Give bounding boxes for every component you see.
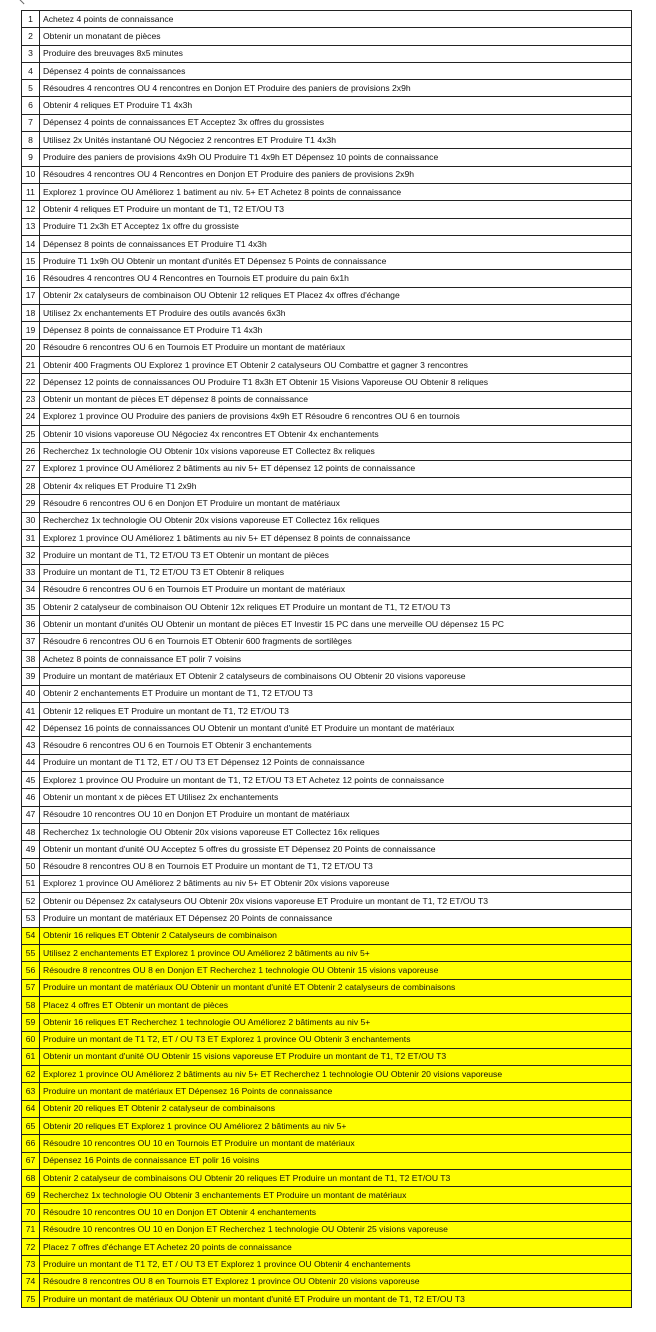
table-row bbox=[22, 218, 632, 235]
objective-text-cell[interactable]: Produire un montant de matériaux OU Obtenir un montant d'unité ET Produire un montant de T1, T2 ET/OU T3 bbox=[40, 1290, 632, 1307]
table-row bbox=[22, 28, 632, 45]
row-number-cell[interactable]: 61 bbox=[22, 1048, 40, 1065]
table-row bbox=[22, 1273, 632, 1290]
row-number-cell[interactable]: 8 bbox=[22, 132, 40, 149]
table-row bbox=[22, 789, 632, 806]
table-row bbox=[22, 97, 632, 114]
objective-text-cell[interactable]: Résoudres 4 rencontres OU 4 Rencontres en Tournois ET produire du pain 6x1h bbox=[40, 270, 632, 287]
objective-text-cell[interactable]: Produire T1 2x3h ET Acceptez 1x offre du grossiste bbox=[40, 218, 632, 235]
quest-table bbox=[21, 10, 632, 1308]
row-number-cell[interactable]: 54 bbox=[22, 927, 40, 944]
table-row bbox=[22, 633, 632, 650]
objective-text-cell[interactable]: Obtenir 2 enchantements ET Produire un montant de T1, T2 ET/OU T3 bbox=[40, 685, 632, 702]
table-row bbox=[22, 1083, 632, 1100]
table-row bbox=[22, 391, 632, 408]
row-number-cell[interactable]: 16 bbox=[22, 270, 40, 287]
objective-text-cell[interactable]: Résoudre 10 rencontres OU 10 en Donjon ET Recherchez 1 technologie OU Obtenir 25 visions vaporeuse bbox=[40, 1221, 632, 1238]
table-row bbox=[22, 702, 632, 719]
table-row bbox=[22, 512, 632, 529]
objective-text-cell[interactable]: Résoudre 8 rencontres OU 8 en Tournois ET Produire un montant de T1, T2 ET/OU T3 bbox=[40, 858, 632, 875]
objective-text-cell[interactable]: Produire un montant de T1, T2 ET/OU T3 ET Obtenir 8 reliques bbox=[40, 564, 632, 581]
table-row bbox=[22, 322, 632, 339]
table-row bbox=[22, 979, 632, 996]
row-number-cell[interactable]: 9 bbox=[22, 149, 40, 166]
row-number-cell[interactable]: 65 bbox=[22, 1118, 40, 1135]
objective-text-cell[interactable]: Obtenir un montant x de pièces ET Utilisez 2x enchantements bbox=[40, 789, 632, 806]
row-number-cell[interactable]: 19 bbox=[22, 322, 40, 339]
objective-text-cell[interactable]: Obtenir 20 reliques ET Obtenir 2 catalyseur de combinaisons bbox=[40, 1100, 632, 1117]
objective-text-cell[interactable]: Explorez 1 province OU Améliorez 2 bâtiments au niv 5+ ET dépensez 12 points de connaissance bbox=[40, 460, 632, 477]
table-row bbox=[22, 495, 632, 512]
objective-text-cell[interactable]: Dépensez 8 points de connaissances ET Produire T1 4x3h bbox=[40, 235, 632, 252]
row-number-cell[interactable]: 62 bbox=[22, 1066, 40, 1083]
row-number-cell[interactable]: 20 bbox=[22, 339, 40, 356]
row-number-cell[interactable]: 13 bbox=[22, 218, 40, 235]
objective-text-cell[interactable]: Produire un montant de T1 T2, ET / OU T3 ET Explorez 1 province OU Obtenir 4 enchantements bbox=[40, 1256, 632, 1273]
row-number-cell[interactable]: 42 bbox=[22, 720, 40, 737]
objective-text-cell[interactable]: Produire un montant de matériaux ET Obtenir 2 catalyseurs de combinaisons OU Obtenir 20 visions vaporeuse bbox=[40, 668, 632, 685]
table-row bbox=[22, 650, 632, 667]
table-row bbox=[22, 287, 632, 304]
objective-text-cell[interactable]: Dépensez 16 points de connaissances OU Obtenir un montant d'unité ET Produire un montant de matériaux bbox=[40, 720, 632, 737]
row-number-cell[interactable]: 48 bbox=[22, 823, 40, 840]
row-number-cell[interactable]: 2 bbox=[22, 28, 40, 45]
objective-text-cell[interactable]: Recherchez 1x technologie OU Obtenir 3 enchantements ET Produire un montant de matériaux bbox=[40, 1187, 632, 1204]
table-row bbox=[22, 305, 632, 322]
table-row bbox=[22, 11, 632, 28]
objective-text-cell[interactable]: Résoudre 6 rencontres OU 6 en Tournois ET Produire un montant de matériaux bbox=[40, 339, 632, 356]
objective-text-cell[interactable]: Produire un montant de matériaux ET Dépensez 16 Points de connaissance bbox=[40, 1083, 632, 1100]
objective-text-cell[interactable]: Explorez 1 province OU Améliorez 2 bâtiments au niv 5+ ET Obtenir 20x visions vaporeuse bbox=[40, 875, 632, 892]
objective-text-cell[interactable]: Utilisez 2x enchantements ET Produire des outils avancés 6x3h bbox=[40, 305, 632, 322]
table-row bbox=[22, 62, 632, 79]
row-number-cell[interactable]: 57 bbox=[22, 979, 40, 996]
table-row bbox=[22, 685, 632, 702]
table-row bbox=[22, 529, 632, 546]
row-number-cell[interactable]: 63 bbox=[22, 1083, 40, 1100]
objective-text-cell[interactable]: Produire un montant de T1 T2, ET / OU T3 ET Dépensez 12 Points de connaissance bbox=[40, 754, 632, 771]
table-row bbox=[22, 996, 632, 1013]
objective-text-cell[interactable]: Obtenir 2x catalyseurs de combinaison OU Obtenir 12 reliques ET Placez 4x offres d'échange bbox=[40, 287, 632, 304]
corner-marker bbox=[12, 0, 24, 10]
objective-text-cell[interactable]: Utilisez 2 enchantements ET Explorez 1 province OU Améliorez 2 bâtiments au niv 5+ bbox=[40, 945, 632, 962]
objective-text-cell[interactable]: Obtenir 400 Fragments OU Explorez 1 province ET Obtenir 2 catalyseurs OU Combattre et gagner 3 rencontres bbox=[40, 356, 632, 373]
objective-text-cell[interactable]: Produire des breuvages 8x5 minutes bbox=[40, 45, 632, 62]
row-number-cell[interactable]: 3 bbox=[22, 45, 40, 62]
table-row bbox=[22, 270, 632, 287]
table-row bbox=[22, 616, 632, 633]
objective-text-cell[interactable]: Explorez 1 province OU Produire des paniers de provisions 4x9h ET Résoudre 6 rencontres OU 6 en tournois bbox=[40, 408, 632, 425]
row-number-cell[interactable]: 35 bbox=[22, 599, 40, 616]
row-number-cell[interactable]: 36 bbox=[22, 616, 40, 633]
row-number-cell[interactable]: 46 bbox=[22, 789, 40, 806]
row-number-cell[interactable]: 52 bbox=[22, 893, 40, 910]
objective-text-cell[interactable]: Résoudre 6 rencontres OU 6 en Tournois ET Produire un montant de matériaux bbox=[40, 581, 632, 598]
objective-text-cell[interactable]: Obtenir un montant d'unité OU Acceptez 5 offres du grossiste ET Dépensez 20 Points de connaissance bbox=[40, 841, 632, 858]
table-row bbox=[22, 45, 632, 62]
objective-text-cell[interactable]: Produire un montant de matériaux OU Obtenir un montant d'unité ET Obtenir 2 catalyseurs de combinaisons bbox=[40, 979, 632, 996]
objective-text-cell[interactable]: Obtenir 16 reliques ET Obtenir 2 Catalyseurs de combinaison bbox=[40, 927, 632, 944]
row-number-cell[interactable]: 14 bbox=[22, 235, 40, 252]
table-row bbox=[22, 1239, 632, 1256]
table-row bbox=[22, 841, 632, 858]
objective-text-cell[interactable]: Obtenir 4 reliques ET Produire un montant de T1, T2 ET/OU T3 bbox=[40, 201, 632, 218]
table-row bbox=[22, 754, 632, 771]
table-row bbox=[22, 927, 632, 944]
objective-text-cell[interactable]: Dépensez 4 points de connaissances ET Acceptez 3x offres du grossistes bbox=[40, 114, 632, 131]
row-number-cell[interactable]: 68 bbox=[22, 1169, 40, 1186]
table-row bbox=[22, 1100, 632, 1117]
row-number-cell[interactable]: 67 bbox=[22, 1152, 40, 1169]
objective-text-cell[interactable]: Obtenir 2 catalyseur de combinaisons OU Obtenir 20 reliques ET Produire un montant de T1, T2 ET/OU T3 bbox=[40, 1169, 632, 1186]
row-number-cell[interactable]: 60 bbox=[22, 1031, 40, 1048]
row-number-cell[interactable]: 12 bbox=[22, 201, 40, 218]
objective-text-cell[interactable]: Obtenir 20 reliques ET Explorez 1 province OU Améliorez 2 bâtiments au niv 5+ bbox=[40, 1118, 632, 1135]
objective-text-cell[interactable]: Dépensez 12 points de connaissances OU Produire T1 8x3h ET Obtenir 15 Visions Vaporeuse OU Obtenir 8 reliques bbox=[40, 374, 632, 391]
row-number-cell[interactable]: 74 bbox=[22, 1273, 40, 1290]
table-row bbox=[22, 962, 632, 979]
objective-text-cell[interactable]: Obtenir 16 reliques ET Recherchez 1 technologie OU Améliorez 2 bâtiments au niv 5+ bbox=[40, 1014, 632, 1031]
table-row bbox=[22, 547, 632, 564]
table-row bbox=[22, 183, 632, 200]
objective-text-cell[interactable]: Dépensez 8 points de connaissance ET Produire T1 4x3h bbox=[40, 322, 632, 339]
row-number-cell[interactable]: 4 bbox=[22, 62, 40, 79]
objective-text-cell[interactable]: Recherchez 1x technologie OU Obtenir 10x visions vaporeuse ET Collectez 8x reliques bbox=[40, 443, 632, 460]
row-number-cell[interactable]: 1 bbox=[22, 11, 40, 28]
row-number-cell[interactable]: 49 bbox=[22, 841, 40, 858]
objective-text-cell[interactable]: Résoudre 8 rencontres OU 8 en Donjon ET Recherchez 1 technologie OU Obtenir 15 visions vaporeuse bbox=[40, 962, 632, 979]
row-number-cell[interactable]: 45 bbox=[22, 772, 40, 789]
objective-text-cell[interactable]: Obtenir 4 reliques ET Produire T1 4x3h bbox=[40, 97, 632, 114]
objective-text-cell[interactable]: Obtenir 10 visions vaporeuse OU Négociez 4x rencontres ET Obtenir 4x enchantements bbox=[40, 426, 632, 443]
quest-table-body bbox=[22, 11, 632, 1308]
objective-text-cell[interactable]: Résoudre 10 rencontres OU 10 en Donjon ET Produire un montant de matériaux bbox=[40, 806, 632, 823]
table-row bbox=[22, 1031, 632, 1048]
table-row bbox=[22, 720, 632, 737]
table-row bbox=[22, 581, 632, 598]
row-number-cell[interactable]: 34 bbox=[22, 581, 40, 598]
table-row bbox=[22, 1187, 632, 1204]
row-number-cell[interactable]: 39 bbox=[22, 668, 40, 685]
row-number-cell[interactable]: 55 bbox=[22, 945, 40, 962]
table-row bbox=[22, 1118, 632, 1135]
table-row bbox=[22, 80, 632, 97]
row-number-cell[interactable]: 28 bbox=[22, 478, 40, 495]
objective-text-cell[interactable]: Obtenir 4x reliques ET Produire T1 2x9h bbox=[40, 478, 632, 495]
table-row bbox=[22, 806, 632, 823]
objective-text-cell[interactable]: Explorez 1 province OU Produire un montant de T1, T2 ET/OU T3 ET Achetez 12 points de connaissance bbox=[40, 772, 632, 789]
objective-text-cell[interactable]: Résoudre 8 rencontres OU 8 en Tournois ET Explorez 1 province OU Obtenir 20 visions vaporeuse bbox=[40, 1273, 632, 1290]
table-row bbox=[22, 1169, 632, 1186]
row-number-cell[interactable]: 21 bbox=[22, 356, 40, 373]
objective-text-cell[interactable]: Recherchez 1x technologie OU Obtenir 20x visions vaporeuse ET Collectez 16x reliques bbox=[40, 512, 632, 529]
objective-text-cell[interactable]: Obtenir un montant d'unités OU Obtenir un montant de pièces ET Investir 15 PC dans une merveille OU dépensez 15 PC bbox=[40, 616, 632, 633]
row-number-cell[interactable]: 58 bbox=[22, 996, 40, 1013]
row-number-cell[interactable]: 26 bbox=[22, 443, 40, 460]
table-row bbox=[22, 339, 632, 356]
objective-text-cell[interactable]: Produire un montant de T1, T2 ET/OU T3 ET Obtenir un montant de pièces bbox=[40, 547, 632, 564]
row-number-cell[interactable]: 24 bbox=[22, 408, 40, 425]
table-row bbox=[22, 564, 632, 581]
table-row bbox=[22, 1221, 632, 1238]
objective-text-cell[interactable]: Recherchez 1x technologie OU Obtenir 20x visions vaporeuse ET Collectez 16x reliques bbox=[40, 823, 632, 840]
table-row bbox=[22, 443, 632, 460]
row-number-cell[interactable]: 56 bbox=[22, 962, 40, 979]
objective-text-cell[interactable]: Dépensez 16 Points de connaissance ET polir 16 voisins bbox=[40, 1152, 632, 1169]
table-row bbox=[22, 1256, 632, 1273]
row-number-cell[interactable]: 18 bbox=[22, 305, 40, 322]
objective-text-cell[interactable]: Obtenir 12 reliques ET Produire un montant de T1, T2 ET/OU T3 bbox=[40, 702, 632, 719]
row-number-cell[interactable]: 32 bbox=[22, 547, 40, 564]
row-number-cell[interactable]: 72 bbox=[22, 1239, 40, 1256]
objective-text-cell[interactable]: Résoudre 6 rencontres OU 6 en Donjon ET Produire un montant de matériaux bbox=[40, 495, 632, 512]
objective-text-cell[interactable]: Obtenir un montant d'unité OU Obtenir 15 visions vaporeuse ET Produire un montant de T1, T2 ET/OU T3 bbox=[40, 1048, 632, 1065]
objective-text-cell[interactable]: Placez 7 offres d'échange ET Achetez 20 points de connaissance bbox=[40, 1239, 632, 1256]
objective-text-cell[interactable]: Obtenir 2 catalyseur de combinaison OU Obtenir 12x reliques ET Produire un montant de T1, T2 ET/OU T3 bbox=[40, 599, 632, 616]
table-row bbox=[22, 149, 632, 166]
row-number-cell[interactable]: 53 bbox=[22, 910, 40, 927]
objective-text-cell[interactable]: Dépensez 4 points de connaissances bbox=[40, 62, 632, 79]
row-number-cell[interactable]: 23 bbox=[22, 391, 40, 408]
row-number-cell[interactable]: 25 bbox=[22, 426, 40, 443]
table-row bbox=[22, 910, 632, 927]
row-number-cell[interactable]: 11 bbox=[22, 183, 40, 200]
row-number-cell[interactable]: 70 bbox=[22, 1204, 40, 1221]
objective-text-cell[interactable]: Résoudres 4 rencontres OU 4 Rencontres en Donjon ET Produire des paniers de provisions 2x9h bbox=[40, 166, 632, 183]
table-row bbox=[22, 253, 632, 270]
objective-text-cell[interactable]: Explorez 1 province OU Améliorez 1 batiment au niv. 5+ ET Achetez 8 points de connaissance bbox=[40, 183, 632, 200]
row-number-cell[interactable]: 66 bbox=[22, 1135, 40, 1152]
objective-text-cell[interactable]: Obtenir un monatant de pièces bbox=[40, 28, 632, 45]
row-number-cell[interactable]: 7 bbox=[22, 114, 40, 131]
table-row bbox=[22, 1152, 632, 1169]
objective-text-cell[interactable]: Résoudre 6 rencontres OU 6 en Tournois ET Obtenir 600 fragments de sortilèges bbox=[40, 633, 632, 650]
row-number-cell[interactable]: 38 bbox=[22, 650, 40, 667]
objective-text-cell[interactable]: Explorez 1 province OU Améliorez 2 bâtiments au niv 5+ ET Recherchez 1 technologie OU Obtenir 20 visions vaporeuse bbox=[40, 1066, 632, 1083]
row-number-cell[interactable]: 15 bbox=[22, 253, 40, 270]
table-row bbox=[22, 893, 632, 910]
table-row bbox=[22, 408, 632, 425]
table-row bbox=[22, 1066, 632, 1083]
table-row bbox=[22, 858, 632, 875]
row-number-cell[interactable]: 50 bbox=[22, 858, 40, 875]
row-number-cell[interactable]: 33 bbox=[22, 564, 40, 581]
table-row bbox=[22, 478, 632, 495]
row-number-cell[interactable]: 10 bbox=[22, 166, 40, 183]
row-number-cell[interactable]: 6 bbox=[22, 97, 40, 114]
row-number-cell[interactable]: 75 bbox=[22, 1290, 40, 1307]
table-row bbox=[22, 772, 632, 789]
row-number-cell[interactable]: 27 bbox=[22, 460, 40, 477]
objective-text-cell[interactable]: Résoudres 4 rencontres OU 4 rencontres en Donjon ET Produire des paniers de provisions 2x9h bbox=[40, 80, 632, 97]
table-row bbox=[22, 201, 632, 218]
row-number-cell[interactable]: 71 bbox=[22, 1221, 40, 1238]
objective-text-cell[interactable]: Obtenir ou Dépensez 2x catalyseurs OU Obtenir 20x visions vaporeuse ET Produire un montant de T1, T2 ET/OU T3 bbox=[40, 893, 632, 910]
row-number-cell[interactable]: 29 bbox=[22, 495, 40, 512]
table-row bbox=[22, 737, 632, 754]
row-number-cell[interactable]: 59 bbox=[22, 1014, 40, 1031]
objective-text-cell[interactable]: Produire T1 1x9h OU Obtenir un montant d'unités ET Dépensez 5 Points de connaissance bbox=[40, 253, 632, 270]
table-row bbox=[22, 356, 632, 373]
objective-text-cell[interactable]: Produire un montant de matériaux ET Dépensez 20 Points de connaissance bbox=[40, 910, 632, 927]
objective-text-cell[interactable]: Achetez 8 points de connaissance ET polir 7 voisins bbox=[40, 650, 632, 667]
row-number-cell[interactable]: 69 bbox=[22, 1187, 40, 1204]
table-row bbox=[22, 374, 632, 391]
objective-text-cell[interactable]: Achetez 4 points de connaissance bbox=[40, 11, 632, 28]
row-number-cell[interactable]: 22 bbox=[22, 374, 40, 391]
table-row bbox=[22, 114, 632, 131]
table-row bbox=[22, 875, 632, 892]
objective-text-cell[interactable]: Résoudre 10 rencontres OU 10 en Tournois ET Produire un montant de matériaux bbox=[40, 1135, 632, 1152]
table-row bbox=[22, 668, 632, 685]
objective-text-cell[interactable]: Obtenir un montant de pièces ET dépensez 8 points de connaissance bbox=[40, 391, 632, 408]
row-number-cell[interactable]: 30 bbox=[22, 512, 40, 529]
row-number-cell[interactable]: 44 bbox=[22, 754, 40, 771]
table-row bbox=[22, 460, 632, 477]
objective-text-cell[interactable]: Utilisez 2x Unités instantané OU Négociez 2 rencontres ET Produire T1 4x3h bbox=[40, 132, 632, 149]
objective-text-cell[interactable]: Produire un montant de T1 T2, ET / OU T3 ET Explorez 1 province OU Obtenir 3 enchantements bbox=[40, 1031, 632, 1048]
table-row bbox=[22, 1048, 632, 1065]
row-number-cell[interactable]: 51 bbox=[22, 875, 40, 892]
objective-text-cell[interactable]: Produire des paniers de provisions 4x9h OU Produire T1 4x9h ET Dépensez 10 points de connaissance bbox=[40, 149, 632, 166]
row-number-cell[interactable]: 5 bbox=[22, 80, 40, 97]
table-row bbox=[22, 945, 632, 962]
row-number-cell[interactable]: 37 bbox=[22, 633, 40, 650]
table-row bbox=[22, 426, 632, 443]
table-row bbox=[22, 599, 632, 616]
table-row bbox=[22, 1014, 632, 1031]
table-row bbox=[22, 166, 632, 183]
table-row bbox=[22, 1204, 632, 1221]
row-number-cell[interactable]: 40 bbox=[22, 685, 40, 702]
row-number-cell[interactable]: 47 bbox=[22, 806, 40, 823]
row-number-cell[interactable]: 64 bbox=[22, 1100, 40, 1117]
table-row bbox=[22, 235, 632, 252]
table-row bbox=[22, 823, 632, 840]
table-row bbox=[22, 132, 632, 149]
row-number-cell[interactable]: 31 bbox=[22, 529, 40, 546]
objective-text-cell[interactable]: Explorez 1 province OU Améliorez 1 bâtiments au niv 5+ ET dépensez 8 points de connaissance bbox=[40, 529, 632, 546]
objective-text-cell[interactable]: Placez 4 offres ET Obtenir un montant de pièces bbox=[40, 996, 632, 1013]
table-row bbox=[22, 1290, 632, 1307]
row-number-cell[interactable]: 41 bbox=[22, 702, 40, 719]
row-number-cell[interactable]: 73 bbox=[22, 1256, 40, 1273]
objective-text-cell[interactable]: Résoudre 6 rencontres OU 6 en Tournois ET Obtenir 3 enchantements bbox=[40, 737, 632, 754]
row-number-cell[interactable]: 43 bbox=[22, 737, 40, 754]
objective-text-cell[interactable]: Résoudre 10 rencontres OU 10 en Donjon ET Obtenir 4 enchantements bbox=[40, 1204, 632, 1221]
table-row bbox=[22, 1135, 632, 1152]
row-number-cell[interactable]: 17 bbox=[22, 287, 40, 304]
